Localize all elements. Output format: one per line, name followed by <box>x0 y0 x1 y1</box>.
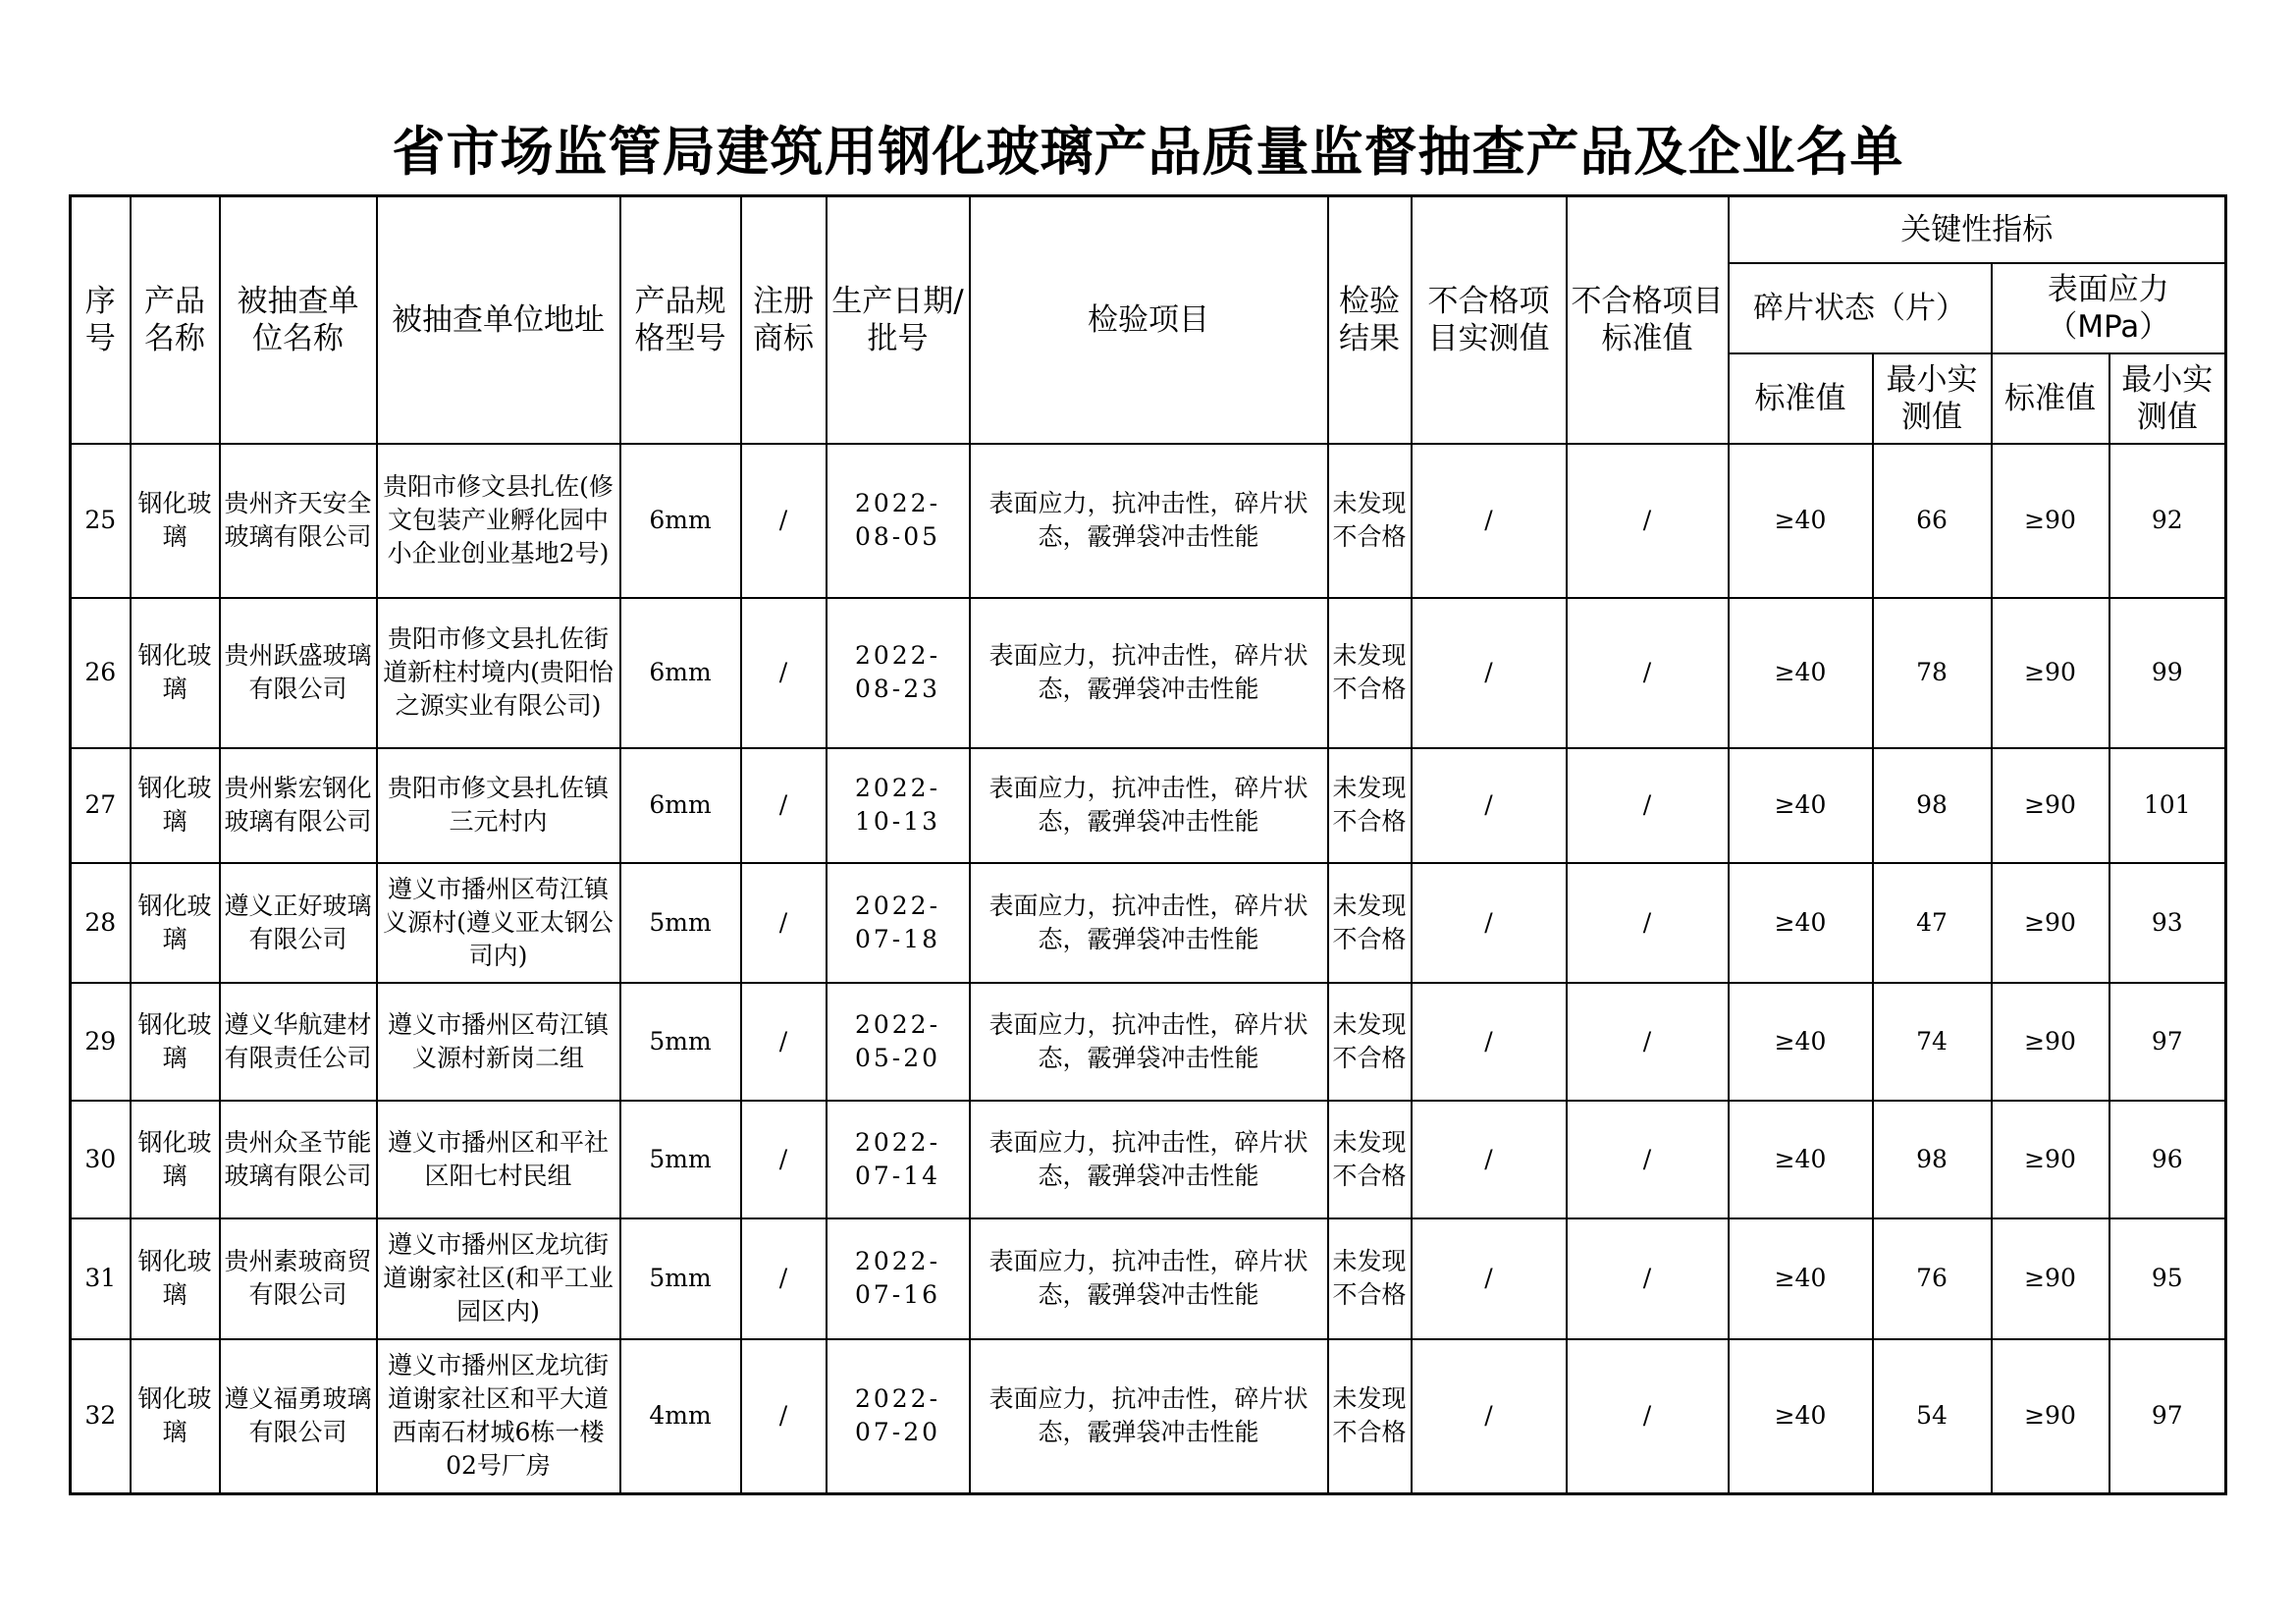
cell-address: 贵阳市修文县扎佐(修文包装产业孵化园中小企业创业基地2号) <box>377 444 620 598</box>
header-key-indicators: 关键性指标 <box>1729 196 2226 263</box>
cell-spec: 5mm <box>620 1218 741 1339</box>
header-date: 生产日期/批号 <box>827 196 970 444</box>
table-row <box>71 598 2226 748</box>
cell-seq: 32 <box>71 1339 131 1494</box>
cell-date: 2022-08-23 <box>827 598 970 748</box>
cell-trademark: / <box>741 983 827 1101</box>
cell-date: 2022-05-20 <box>827 983 970 1101</box>
cell-product: 钢化玻璃 <box>131 863 220 983</box>
header-seq: 序号 <box>71 196 131 444</box>
cell-fail-measured: / <box>1412 748 1567 863</box>
cell-items: 表面应力，抗冲击性，碎片状态，霰弹袋冲击性能 <box>970 598 1328 748</box>
cell-result: 未发现不合格 <box>1328 983 1412 1101</box>
cell-stress-min: 95 <box>2109 1218 2226 1339</box>
header-company: 被抽查单位名称 <box>220 196 377 444</box>
cell-company: 遵义华航建材有限责任公司 <box>220 983 377 1101</box>
cell-fail-measured: / <box>1412 444 1567 598</box>
cell-fragment-standard: ≥40 <box>1729 1339 1873 1494</box>
header-product: 产品名称 <box>131 196 220 444</box>
cell-fail-measured: / <box>1412 1339 1567 1494</box>
cell-result: 未发现不合格 <box>1328 863 1412 983</box>
cell-fragment-standard: ≥40 <box>1729 1218 1873 1339</box>
cell-address: 遵义市播州区龙坑街道谢家社区(和平工业园区内) <box>377 1218 620 1339</box>
cell-fragment-standard: ≥40 <box>1729 444 1873 598</box>
header-fragment-standard: 标准值 <box>1729 353 1873 444</box>
header-fail-measured: 不合格项目实测值 <box>1412 196 1567 444</box>
cell-fragment-min: 98 <box>1873 748 1992 863</box>
table-row <box>71 1218 2226 1339</box>
cell-fragment-standard: ≥40 <box>1729 598 1873 748</box>
cell-stress-standard: ≥90 <box>1992 1218 2109 1339</box>
table-row <box>71 1101 2226 1218</box>
cell-fail-standard: / <box>1567 598 1729 748</box>
cell-company: 贵州跃盛玻璃有限公司 <box>220 598 377 748</box>
cell-trademark: / <box>741 598 827 748</box>
cell-company: 遵义福勇玻璃有限公司 <box>220 1339 377 1494</box>
table-row <box>71 444 2226 598</box>
cell-seq: 25 <box>71 444 131 598</box>
cell-items: 表面应力，抗冲击性，碎片状态，霰弹袋冲击性能 <box>970 1218 1328 1339</box>
cell-product: 钢化玻璃 <box>131 1101 220 1218</box>
cell-fail-standard: / <box>1567 863 1729 983</box>
cell-fail-measured: / <box>1412 598 1567 748</box>
cell-stress-standard: ≥90 <box>1992 748 2109 863</box>
cell-items: 表面应力，抗冲击性，碎片状态，霰弹袋冲击性能 <box>970 1101 1328 1218</box>
cell-company: 遵义正好玻璃有限公司 <box>220 863 377 983</box>
header-trademark: 注册商标 <box>741 196 827 444</box>
cell-fragment-min: 98 <box>1873 1101 1992 1218</box>
cell-stress-standard: ≥90 <box>1992 598 2109 748</box>
cell-items: 表面应力，抗冲击性，碎片状态，霰弹袋冲击性能 <box>970 1339 1328 1494</box>
cell-product: 钢化玻璃 <box>131 1218 220 1339</box>
cell-stress-standard: ≥90 <box>1992 1339 2109 1494</box>
cell-spec: 5mm <box>620 1101 741 1218</box>
header-stress-standard: 标准值 <box>1992 353 2109 444</box>
cell-address: 遵义市播州区和平社区阳七村民组 <box>377 1101 620 1218</box>
header-fail-standard: 不合格项目标准值 <box>1567 196 1729 444</box>
cell-result: 未发现不合格 <box>1328 444 1412 598</box>
cell-fail-standard: / <box>1567 1339 1729 1494</box>
cell-fail-standard: / <box>1567 1101 1729 1218</box>
cell-fragment-min: 76 <box>1873 1218 1992 1339</box>
cell-fail-standard: / <box>1567 748 1729 863</box>
cell-result: 未发现不合格 <box>1328 598 1412 748</box>
cell-fail-standard: / <box>1567 983 1729 1101</box>
cell-spec: 4mm <box>620 1339 741 1494</box>
cell-address: 贵阳市修文县扎佐街道新柱村境内(贵阳怡之源实业有限公司) <box>377 598 620 748</box>
cell-seq: 29 <box>71 983 131 1101</box>
cell-seq: 31 <box>71 1218 131 1339</box>
cell-result: 未发现不合格 <box>1328 1101 1412 1218</box>
header-fragment-min: 最小实测值 <box>1873 353 1992 444</box>
cell-spec: 6mm <box>620 598 741 748</box>
cell-stress-min: 101 <box>2109 748 2226 863</box>
table-row <box>71 748 2226 863</box>
page-title: 省市场监管局建筑用钢化玻璃产品质量监督抽查产品及企业名单 <box>392 120 1904 183</box>
cell-result: 未发现不合格 <box>1328 748 1412 863</box>
cell-fragment-min: 66 <box>1873 444 1992 598</box>
header-spec: 产品规格型号 <box>620 196 741 444</box>
header-fragment-state: 碎片状态（片） <box>1729 263 1992 353</box>
cell-seq: 30 <box>71 1101 131 1218</box>
cell-address: 遵义市播州区苟江镇义源村新岗二组 <box>377 983 620 1101</box>
cell-address: 贵阳市修文县扎佐镇三元村内 <box>377 748 620 863</box>
cell-fragment-min: 74 <box>1873 983 1992 1101</box>
cell-stress-min: 96 <box>2109 1101 2226 1218</box>
cell-fail-measured: / <box>1412 1218 1567 1339</box>
cell-company: 贵州紫宏钢化玻璃有限公司 <box>220 748 377 863</box>
cell-fragment-min: 78 <box>1873 598 1992 748</box>
cell-trademark: / <box>741 748 827 863</box>
cell-fail-measured: / <box>1412 983 1567 1101</box>
cell-product: 钢化玻璃 <box>131 983 220 1101</box>
cell-date: 2022-08-05 <box>827 444 970 598</box>
cell-company: 贵州素玻商贸有限公司 <box>220 1218 377 1339</box>
cell-stress-standard: ≥90 <box>1992 983 2109 1101</box>
cell-date: 2022-07-20 <box>827 1339 970 1494</box>
table-row <box>71 983 2226 1101</box>
cell-seq: 27 <box>71 748 131 863</box>
cell-fail-measured: / <box>1412 1101 1567 1218</box>
cell-stress-min: 97 <box>2109 983 2226 1101</box>
cell-fragment-standard: ≥40 <box>1729 983 1873 1101</box>
cell-product: 钢化玻璃 <box>131 444 220 598</box>
cell-fail-standard: / <box>1567 444 1729 598</box>
cell-product: 钢化玻璃 <box>131 1339 220 1494</box>
cell-stress-min: 93 <box>2109 863 2226 983</box>
cell-fragment-min: 54 <box>1873 1339 1992 1494</box>
cell-result: 未发现不合格 <box>1328 1218 1412 1339</box>
cell-company: 贵州众圣节能玻璃有限公司 <box>220 1101 377 1218</box>
cell-seq: 26 <box>71 598 131 748</box>
cell-fail-measured: / <box>1412 863 1567 983</box>
cell-items: 表面应力，抗冲击性，碎片状态，霰弹袋冲击性能 <box>970 983 1328 1101</box>
cell-stress-standard: ≥90 <box>1992 863 2109 983</box>
header-result: 检验结果 <box>1328 196 1412 444</box>
cell-trademark: / <box>741 1218 827 1339</box>
cell-trademark: / <box>741 1339 827 1494</box>
cell-stress-min: 99 <box>2109 598 2226 748</box>
cell-trademark: / <box>741 863 827 983</box>
cell-spec: 6mm <box>620 444 741 598</box>
cell-date: 2022-10-13 <box>827 748 970 863</box>
cell-items: 表面应力，抗冲击性，碎片状态，霰弹袋冲击性能 <box>970 863 1328 983</box>
cell-company: 贵州齐天安全玻璃有限公司 <box>220 444 377 598</box>
inspection-table <box>69 194 2227 1495</box>
cell-stress-standard: ≥90 <box>1992 1101 2109 1218</box>
header-stress-min: 最小实测值 <box>2109 353 2226 444</box>
cell-fragment-standard: ≥40 <box>1729 748 1873 863</box>
cell-address: 遵义市播州区苟江镇义源村(遵义亚太钢公司内) <box>377 863 620 983</box>
cell-date: 2022-07-16 <box>827 1218 970 1339</box>
cell-trademark: / <box>741 1101 827 1218</box>
cell-spec: 5mm <box>620 983 741 1101</box>
cell-stress-min: 97 <box>2109 1339 2226 1494</box>
cell-seq: 28 <box>71 863 131 983</box>
cell-stress-min: 92 <box>2109 444 2226 598</box>
cell-fragment-min: 47 <box>1873 863 1992 983</box>
cell-items: 表面应力，抗冲击性，碎片状态，霰弹袋冲击性能 <box>970 444 1328 598</box>
table-row <box>71 1339 2226 1494</box>
table-row <box>71 863 2226 983</box>
header-address: 被抽查单位地址 <box>377 196 620 444</box>
cell-address: 遵义市播州区龙坑街道谢家社区和平大道西南石材城6栋一楼02号厂房 <box>377 1339 620 1494</box>
header-items: 检验项目 <box>970 196 1328 444</box>
cell-spec: 5mm <box>620 863 741 983</box>
cell-spec: 6mm <box>620 748 741 863</box>
cell-fragment-standard: ≥40 <box>1729 863 1873 983</box>
cell-items: 表面应力，抗冲击性，碎片状态，霰弹袋冲击性能 <box>970 748 1328 863</box>
cell-result: 未发现不合格 <box>1328 1339 1412 1494</box>
cell-product: 钢化玻璃 <box>131 748 220 863</box>
cell-stress-standard: ≥90 <box>1992 444 2109 598</box>
cell-fail-standard: / <box>1567 1218 1729 1339</box>
cell-fragment-standard: ≥40 <box>1729 1101 1873 1218</box>
cell-trademark: / <box>741 444 827 598</box>
cell-date: 2022-07-14 <box>827 1101 970 1218</box>
cell-product: 钢化玻璃 <box>131 598 220 748</box>
header-surface-stress: 表面应力（MPa） <box>1992 263 2226 353</box>
cell-date: 2022-07-18 <box>827 863 970 983</box>
